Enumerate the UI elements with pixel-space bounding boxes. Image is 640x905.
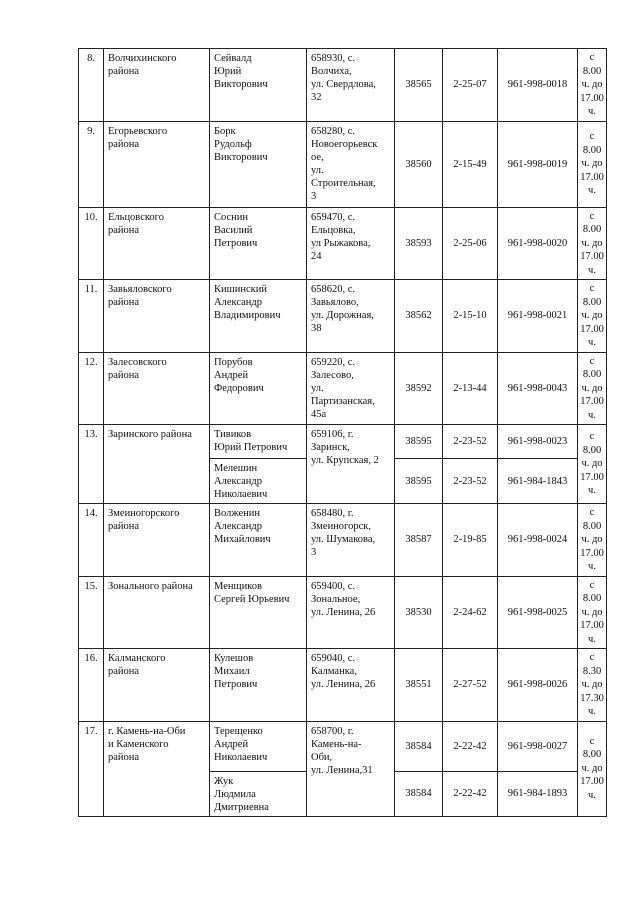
contact-person-name xyxy=(210,771,307,816)
phone-area-code: 38595 xyxy=(395,459,443,504)
text-line: Залесовского xyxy=(108,356,167,368)
phone-number: 2-13-44 xyxy=(443,352,498,425)
text-line: ул. xyxy=(311,382,324,394)
table-row xyxy=(79,576,607,649)
phone-number: 2-22-42 xyxy=(443,721,498,771)
text-line: района xyxy=(108,521,140,532)
district-name xyxy=(104,425,210,504)
working-hours xyxy=(578,49,607,122)
phone-area-code: 38562 xyxy=(395,280,443,353)
text-line: Владимирович xyxy=(214,310,281,321)
mobile-number: 961-998-0020 xyxy=(498,207,578,280)
address xyxy=(307,649,395,722)
address xyxy=(307,207,395,280)
contacts-table-wrapper xyxy=(78,48,606,817)
phone-number: 2-27-52 xyxy=(443,649,498,722)
text-line: 24 xyxy=(311,250,322,262)
text-line: Тивиков xyxy=(214,429,252,440)
mobile-number: 961-984-1843 xyxy=(498,459,578,504)
row-number: 14. xyxy=(79,504,104,577)
text-line: 8.00 xyxy=(582,369,602,380)
text-line: Заринск, xyxy=(311,442,350,453)
row-number: 15. xyxy=(79,576,104,649)
text-line: Александр xyxy=(214,521,262,532)
text-line: Новоегорьевск xyxy=(311,138,378,150)
mobile-number: 961-998-0021 xyxy=(498,280,578,353)
district-name xyxy=(104,49,210,122)
text-line: 8.00 xyxy=(582,593,602,604)
text-line: ч. xyxy=(588,185,596,197)
table-row xyxy=(79,280,607,353)
phone-area-code: 38593 xyxy=(395,207,443,280)
text-line: района xyxy=(108,297,140,308)
mobile-number: 961-998-0019 xyxy=(498,121,578,207)
table-row xyxy=(79,121,607,207)
phone-number: 2-23-52 xyxy=(443,459,498,504)
text-line: 17.00 xyxy=(580,471,604,483)
text-line: Федорович xyxy=(214,382,264,394)
contact-person-name xyxy=(210,280,307,353)
text-line: Василий xyxy=(214,224,253,236)
table-row xyxy=(79,425,607,459)
contact-person-name xyxy=(210,576,307,649)
text-line: Юрий Петрович xyxy=(214,442,288,453)
text-line: района xyxy=(108,66,140,77)
text-line: ч. xyxy=(588,409,596,421)
text-line: с xyxy=(589,131,595,143)
district-name xyxy=(104,504,210,577)
text-line: Борк xyxy=(214,125,236,137)
phone-area-code: 38565 xyxy=(395,49,443,122)
text-line: 659220, с. xyxy=(311,356,356,368)
district-name xyxy=(104,207,210,280)
text-line: 8.30 xyxy=(582,665,602,677)
address xyxy=(307,425,395,504)
text-line: с xyxy=(589,431,595,443)
phone-area-code: 38592 xyxy=(395,352,443,425)
row-number: 17. xyxy=(79,721,104,816)
text-line: ч. xyxy=(588,561,596,572)
phone-area-code: 38584 xyxy=(395,721,443,771)
text-line: ч. до xyxy=(581,534,603,545)
text-line: 17.00 xyxy=(580,251,604,262)
text-line: Александр xyxy=(214,476,262,487)
text-line: Михайлович xyxy=(214,534,271,545)
text-line: и Каменского xyxy=(108,738,169,750)
table-row xyxy=(79,504,607,577)
text-line: Людмила xyxy=(214,788,256,800)
contacts-table xyxy=(78,48,607,817)
text-line: ул. Ленина,31 xyxy=(311,764,373,776)
text-line: Юрий xyxy=(214,66,242,77)
row-number: 16. xyxy=(79,649,104,722)
text-line: ул. Шумакова, xyxy=(311,534,376,545)
mobile-number: 961-998-0027 xyxy=(498,721,578,771)
text-line: 8.00 xyxy=(582,65,602,77)
working-hours xyxy=(578,207,607,280)
text-line: Оби, xyxy=(311,751,333,763)
text-line: Строительная, xyxy=(311,177,376,189)
text-line: ч. до xyxy=(581,458,603,470)
text-line: ч. xyxy=(588,106,596,117)
text-line: ч. xyxy=(588,485,596,497)
phone-area-code: 38551 xyxy=(395,649,443,722)
text-line: 658700, г. xyxy=(311,725,354,737)
phone-number: 2-25-06 xyxy=(443,207,498,280)
text-line: ч. xyxy=(588,789,596,801)
district-name xyxy=(104,721,210,816)
row-number: 9. xyxy=(79,121,104,207)
text-line: с xyxy=(589,579,595,591)
text-line: Кулешов xyxy=(214,653,254,664)
text-line: Завьялово, xyxy=(311,297,359,308)
text-line: Кишинский xyxy=(214,284,267,295)
address xyxy=(307,121,395,207)
working-hours xyxy=(578,504,607,577)
table-row xyxy=(79,721,607,771)
phone-area-code: 38595 xyxy=(395,425,443,459)
text-line: с xyxy=(589,507,595,518)
phone-number: 2-15-49 xyxy=(443,121,498,207)
contact-person-name xyxy=(210,459,307,504)
mobile-number: 961-998-0025 xyxy=(498,576,578,649)
table-row xyxy=(79,352,607,425)
address xyxy=(307,576,395,649)
district-name xyxy=(104,352,210,425)
text-line: 17.00 xyxy=(580,620,604,631)
mobile-number: 961-998-0023 xyxy=(498,425,578,459)
text-line: района xyxy=(108,138,140,150)
text-line: Змеиногорск, xyxy=(311,521,371,532)
text-line: 659400, с. xyxy=(311,580,356,592)
text-line: Калманка, xyxy=(311,666,357,677)
text-line: ч. до xyxy=(581,679,603,690)
text-line: Ельцовка, xyxy=(311,224,356,236)
text-line: ч. до xyxy=(581,606,603,618)
text-line: ч. xyxy=(588,633,596,645)
text-line: 45а xyxy=(311,408,327,420)
text-line: 17.00 xyxy=(580,92,604,104)
contact-person-name xyxy=(210,649,307,722)
text-line: 3 xyxy=(311,547,317,558)
row-number: 8. xyxy=(79,49,104,122)
text-line: Николаевич xyxy=(214,489,268,500)
phone-number: 2-15-10 xyxy=(443,280,498,353)
text-line: Порубов xyxy=(214,356,253,368)
text-line: 17.00 xyxy=(580,547,604,559)
text-line: Егорьевского xyxy=(108,125,168,137)
text-line: 17.00 xyxy=(580,396,604,407)
address xyxy=(307,280,395,353)
working-hours xyxy=(578,280,607,353)
table-row xyxy=(79,49,607,122)
text-line: Соснин xyxy=(214,211,249,223)
text-line: 8.00 xyxy=(582,296,602,308)
address xyxy=(307,352,395,425)
text-line: ч. до xyxy=(581,237,603,249)
text-line: Калманского xyxy=(108,653,166,664)
mobile-number: 961-984-1893 xyxy=(498,771,578,816)
text-line: Зональное, xyxy=(311,593,361,605)
working-hours xyxy=(578,721,607,816)
text-line: Петрович xyxy=(214,679,258,690)
text-line: Заринского района xyxy=(108,429,192,440)
text-line: 38 xyxy=(311,323,322,334)
text-line: 17.00 xyxy=(580,171,604,183)
text-line: Терещенко xyxy=(214,725,263,737)
text-line: Андрей xyxy=(214,369,249,381)
text-line: Менщиков xyxy=(214,580,262,592)
contact-person-name xyxy=(210,352,307,425)
text-line: Партизанская, xyxy=(311,395,375,407)
text-line: Сергей Юрьевич xyxy=(214,593,290,605)
table-row xyxy=(79,649,607,722)
text-line: 658930, с. xyxy=(311,53,356,64)
contact-person-name xyxy=(210,207,307,280)
mobile-number: 961-998-0026 xyxy=(498,649,578,722)
text-line: с xyxy=(589,210,595,222)
district-name xyxy=(104,649,210,722)
text-line: с xyxy=(589,355,595,367)
text-line: Волженин xyxy=(214,508,260,519)
contact-person-name xyxy=(210,425,307,459)
text-line: с xyxy=(589,52,595,63)
text-line: 17.30 xyxy=(580,692,604,704)
row-number: 10. xyxy=(79,207,104,280)
text-line: Камень-на- xyxy=(311,738,362,750)
text-line: Залесово, xyxy=(311,369,354,381)
text-line: ое, xyxy=(311,151,324,163)
text-line: района xyxy=(108,751,140,763)
phone-number: 2-24-62 xyxy=(443,576,498,649)
text-line: Завьяловского xyxy=(108,284,172,295)
text-line: Николаевич xyxy=(214,751,268,763)
working-hours xyxy=(578,649,607,722)
text-line: 8.00 xyxy=(582,144,602,156)
text-line: 659470, с. xyxy=(311,211,356,223)
text-line: с xyxy=(589,652,595,663)
text-line: Зонального района xyxy=(108,580,193,592)
phone-area-code: 38584 xyxy=(395,771,443,816)
text-line: 658620, с. xyxy=(311,284,356,295)
text-line: ул. Свердлова, xyxy=(311,79,376,90)
mobile-number: 961-998-0043 xyxy=(498,352,578,425)
contact-person-name xyxy=(210,504,307,577)
contact-person-name xyxy=(210,121,307,207)
contact-person-name xyxy=(210,721,307,771)
text-line: ч. до xyxy=(581,79,603,90)
text-line: Волчиха, xyxy=(311,66,352,77)
text-line: 32 xyxy=(311,92,322,103)
address xyxy=(307,504,395,577)
text-line: 8.00 xyxy=(582,520,602,532)
district-name xyxy=(104,280,210,353)
text-line: г. Камень-на-Оби xyxy=(108,725,186,737)
text-line: ч. до xyxy=(581,310,603,321)
text-line: 8.00 xyxy=(582,749,602,761)
text-line: ул. Дорожная, xyxy=(311,310,374,321)
text-line: ул. xyxy=(311,164,324,176)
text-line: Александр xyxy=(214,297,262,308)
district-name xyxy=(104,576,210,649)
text-line: Петрович xyxy=(214,237,258,249)
text-line: ч. xyxy=(588,337,596,348)
phone-area-code: 38587 xyxy=(395,504,443,577)
text-line: ч. xyxy=(588,706,596,717)
row-number: 11. xyxy=(79,280,104,353)
phone-area-code: 38530 xyxy=(395,576,443,649)
text-line: 658280, с. xyxy=(311,125,356,137)
text-line: Жук xyxy=(214,775,234,787)
text-line: Волчихинского xyxy=(108,53,177,64)
text-line: ул. Крупская, 2 xyxy=(311,455,379,466)
text-line: ул. Ленина, 26 xyxy=(311,679,376,690)
text-line: Рудольф xyxy=(214,138,252,150)
working-hours xyxy=(578,121,607,207)
text-line: Змеиногорского xyxy=(108,508,180,519)
text-line: Ельцовского xyxy=(108,211,164,223)
text-line: ч. до xyxy=(581,382,603,394)
text-line: Сейвалд xyxy=(214,53,252,64)
text-line: Андрей xyxy=(214,738,249,750)
address xyxy=(307,49,395,122)
mobile-number: 961-998-0024 xyxy=(498,504,578,577)
text-line: ч. xyxy=(588,264,596,276)
text-line: ч. до xyxy=(581,158,603,170)
working-hours xyxy=(578,352,607,425)
text-line: ч. до xyxy=(581,762,603,774)
text-line: района xyxy=(108,369,140,381)
district-name xyxy=(104,121,210,207)
text-line: ул Рыжакова, xyxy=(311,237,371,249)
table-row xyxy=(79,207,607,280)
row-number: 13. xyxy=(79,425,104,504)
text-line: с xyxy=(589,283,595,294)
text-line: Дмитриевна xyxy=(214,801,269,813)
working-hours xyxy=(578,425,607,504)
text-line: Мелешин xyxy=(214,463,258,474)
phone-number: 2-22-42 xyxy=(443,771,498,816)
text-line: 3 xyxy=(311,190,317,202)
text-line: ул. Ленина, 26 xyxy=(311,606,376,618)
mobile-number: 961-998-0018 xyxy=(498,49,578,122)
text-line: района xyxy=(108,224,140,236)
phone-number: 2-23-52 xyxy=(443,425,498,459)
text-line: 658480, г. xyxy=(311,508,354,519)
text-line: 8.00 xyxy=(582,224,602,235)
phone-number: 2-19-85 xyxy=(443,504,498,577)
text-line: Викторович xyxy=(214,151,268,163)
phone-area-code: 38560 xyxy=(395,121,443,207)
phone-number: 2-25-07 xyxy=(443,49,498,122)
text-line: 17.00 xyxy=(580,323,604,335)
text-line: района xyxy=(108,666,140,677)
address xyxy=(307,721,395,816)
text-line: 17.00 xyxy=(580,776,604,788)
text-line: 659106, г. xyxy=(311,429,354,440)
working-hours xyxy=(578,576,607,649)
text-line: Михаил xyxy=(214,666,250,677)
text-line: с xyxy=(589,735,595,747)
text-line: 659040, с. xyxy=(311,653,356,664)
text-line: Викторович xyxy=(214,79,268,90)
row-number: 12. xyxy=(79,352,104,425)
text-line: 8.00 xyxy=(582,444,602,456)
contact-person-name xyxy=(210,49,307,122)
